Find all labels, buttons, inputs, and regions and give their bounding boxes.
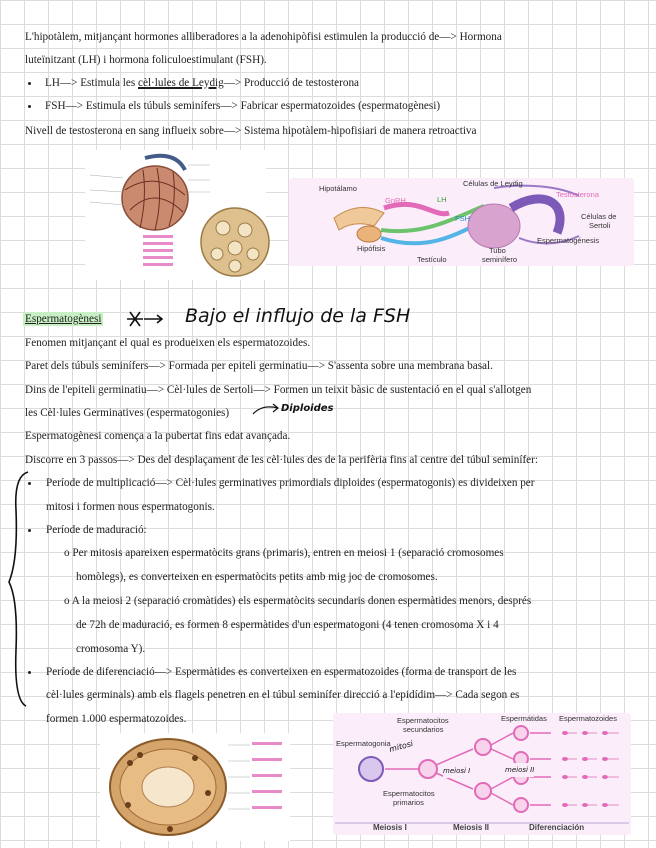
maduracio-line: Període de maduració: [46, 524, 147, 536]
label-meiosis-1: Meiosis I [373, 823, 407, 832]
intro-line-2: luteïnitzant (LH) i hormona foliculoestimulant (FSH). [25, 54, 267, 66]
paret-line: Paret dels túbuls seminífers—> Formada per epiteli germinatiu—> S'assenta sobre una membrana basal. [25, 360, 493, 372]
testis-anatomy-image [85, 150, 266, 280]
diferenciacio-line-3: formen 1.000 espermatozoides. [46, 713, 187, 725]
meiosis-diagram [333, 713, 631, 835]
label-testiculo: Testículo [417, 255, 447, 264]
sub2-line-1: o A la meiosi 2 (separació cromàtides) els espermatòcits secundaris donen espermàtides menors, després [64, 595, 532, 607]
comenca-line: Espermatogènesi comença a la pubertat fins edat avançada. [25, 430, 291, 442]
bullet-lh [45, 76, 359, 90]
multiplicacio-line-2: mitosi i formen nous espermatogonis. [46, 501, 215, 513]
sub1-line-2: homòlegs), es converteixen en espermatòcits petits amb mig joc de cromosomes. [76, 571, 438, 583]
fenomen-line: Fenomen mitjançant el qual es produeixen els espermatozoides. [25, 337, 311, 349]
label-espermatidas: Espermátidas [501, 714, 547, 723]
handwritten-meiosi-1: meiosi I [443, 764, 470, 778]
dins-line: Dins de l'epiteli germinatiu—> Cèl·lules de Sertoli—> Formen un teixit bàsic de sustentació en el qual s'allotgen [25, 384, 532, 396]
diferenciacio-line-2: cèl·lules germinals) amb els flagels penetren en el túbul seminífer direcció a l'epidídim—> Cada segon es [46, 689, 520, 701]
multiplicacio-line-1: Període de multiplicació—> Cèl·lules germinatives primordials diploides (espermatogonis) es divideixen per [46, 477, 535, 489]
diferenciacio-line-1: Període de diferenciació—> Espermàtides es converteixen en espermatozoides (forma de transport de les [46, 666, 517, 678]
discorre-line: Discorre en 3 passos—> Des del desplaçament de les cèl·lules des de la perifèria fins al centre del túbul seminífer: [25, 454, 538, 466]
label-espermatocitos-secundarios-1: Espermatocitos [397, 716, 449, 725]
bullet-dot [28, 105, 31, 108]
label-gnrh: GnRH [385, 196, 406, 205]
handwritten-fsh-note: Bajo el influjo de la FSH [185, 305, 411, 327]
label-hipotalamo: Hipotálamo [319, 184, 357, 193]
label-espermatogonia: Espermatogonia [336, 739, 391, 748]
label-espermatocitos-primarios-2: primarios [393, 798, 424, 807]
hormone-diagram [289, 178, 634, 266]
bullet-dot [28, 671, 31, 674]
asterisk-arrow-icon [126, 310, 166, 330]
handwritten-diploides: Diploides [281, 403, 334, 414]
label-tubo-1: Tubo [489, 246, 506, 255]
label-meiosis-2: Meiosis II [453, 823, 490, 832]
sub2-line-3: cromosoma Y). [76, 643, 146, 655]
label-celulas-sertoli-2: Sertoli [589, 221, 611, 230]
label-celulas-sertoli-1: Células de [581, 212, 617, 221]
bullet-lh-post: —> Producció de testosterona [223, 77, 360, 89]
label-hipofisis: Hipófisis [357, 244, 386, 253]
label-espermatozoides: Espermatozoides [559, 714, 617, 723]
label-fsh: FSH [455, 214, 470, 223]
sub1-line-1: o Per mitosis apareixen espermatòcits grans (primaris), entren en meiosi 1 (separació cromosomes [64, 547, 504, 559]
label-tubo-2: seminífero [482, 255, 518, 264]
label-celulas-leydig: Células de Leydig [463, 179, 523, 188]
leydig-underlined: cèl·lules de Leydig [138, 77, 224, 89]
bullet-dot [28, 482, 31, 485]
nivell-line: Nivell de testosterona en sang influeix sobre—> Sistema hipotàlem-hipofisiari de manera retroactiva [25, 125, 477, 137]
testis-anatomy-drawing [85, 150, 266, 280]
section-heading: Espermatogènesi [25, 313, 102, 325]
label-espermatocitos-primarios-1: Espermatocitos [383, 789, 435, 798]
tubule-drawing [100, 733, 290, 841]
curved-arrow-icon [252, 402, 282, 418]
label-espermatocitos-secundarios-2: secundarios [403, 725, 444, 734]
label-lh: LH [437, 195, 447, 204]
handwritten-mitosi: mitosi [388, 739, 415, 755]
meiosis-drawing [333, 713, 631, 835]
intro-line-1: L'hipotàlem, mitjançant hormones alliberadores a la adenohipòfisi estimulen la producció de—> Hormona [25, 31, 502, 43]
germinatives-line: les Cèl·lules Germinatives (espermatogonies) [25, 407, 230, 419]
bullet-lh-pre: LH—> Estimula les [45, 77, 139, 89]
curly-brace-icon [6, 470, 36, 710]
label-diferenciacion: Diferenciación [529, 823, 585, 832]
bullet-fsh: FSH—> Estimula els túbuls seminífers—> Fabricar espermatozoides (espermatogènesi) [45, 100, 441, 112]
tubule-cross-section-image [100, 733, 290, 841]
label-testosterona: Testosterona [556, 190, 599, 199]
handwritten-meiosi-2: meiosi II [505, 763, 534, 777]
sub2-line-2: de 72h de maduració, es formen 8 espermàtides d'un espermatogoni (4 tenen cromosoma X i 4 [76, 619, 499, 631]
bullet-dot [28, 82, 31, 85]
label-espermatogenesis: Espermatogénesis [537, 236, 600, 245]
bullet-dot [28, 529, 31, 532]
